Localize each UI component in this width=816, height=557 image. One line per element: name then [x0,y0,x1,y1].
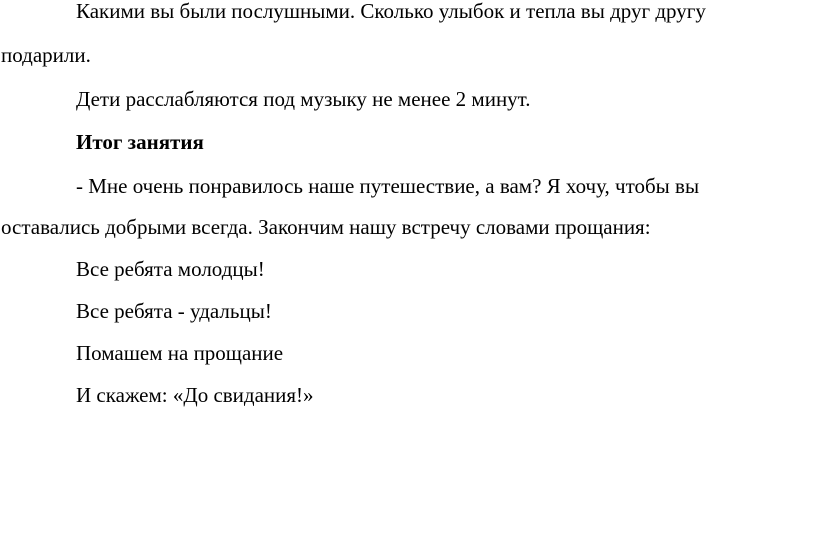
poem-line-1: Все ребята молодцы! [76,257,265,281]
poem-line-3: Помашем на прощание [76,341,284,365]
paragraph-closing-line-2: оставались добрыми всегда. Закончим нашу встречу словами прощания: [1,215,651,239]
poem-line-4: И скажем: «До свидания!» [76,383,314,407]
paragraph-closing-line-1: - Мне очень понравилось наше путешествие, а вам? Я хочу, чтобы вы [76,174,700,198]
paragraph-relaxation: Дети расслабляются под музыку не менее 2 минут. [76,87,531,111]
section-heading: Итог занятия [76,130,204,154]
poem-line-2: Все ребята - удальцы! [76,299,272,323]
paragraph-line-1: Какими вы были послушными. Сколько улыбок и тепла вы друг другу [76,0,706,23]
paragraph-line-2: подарили. [1,43,91,67]
